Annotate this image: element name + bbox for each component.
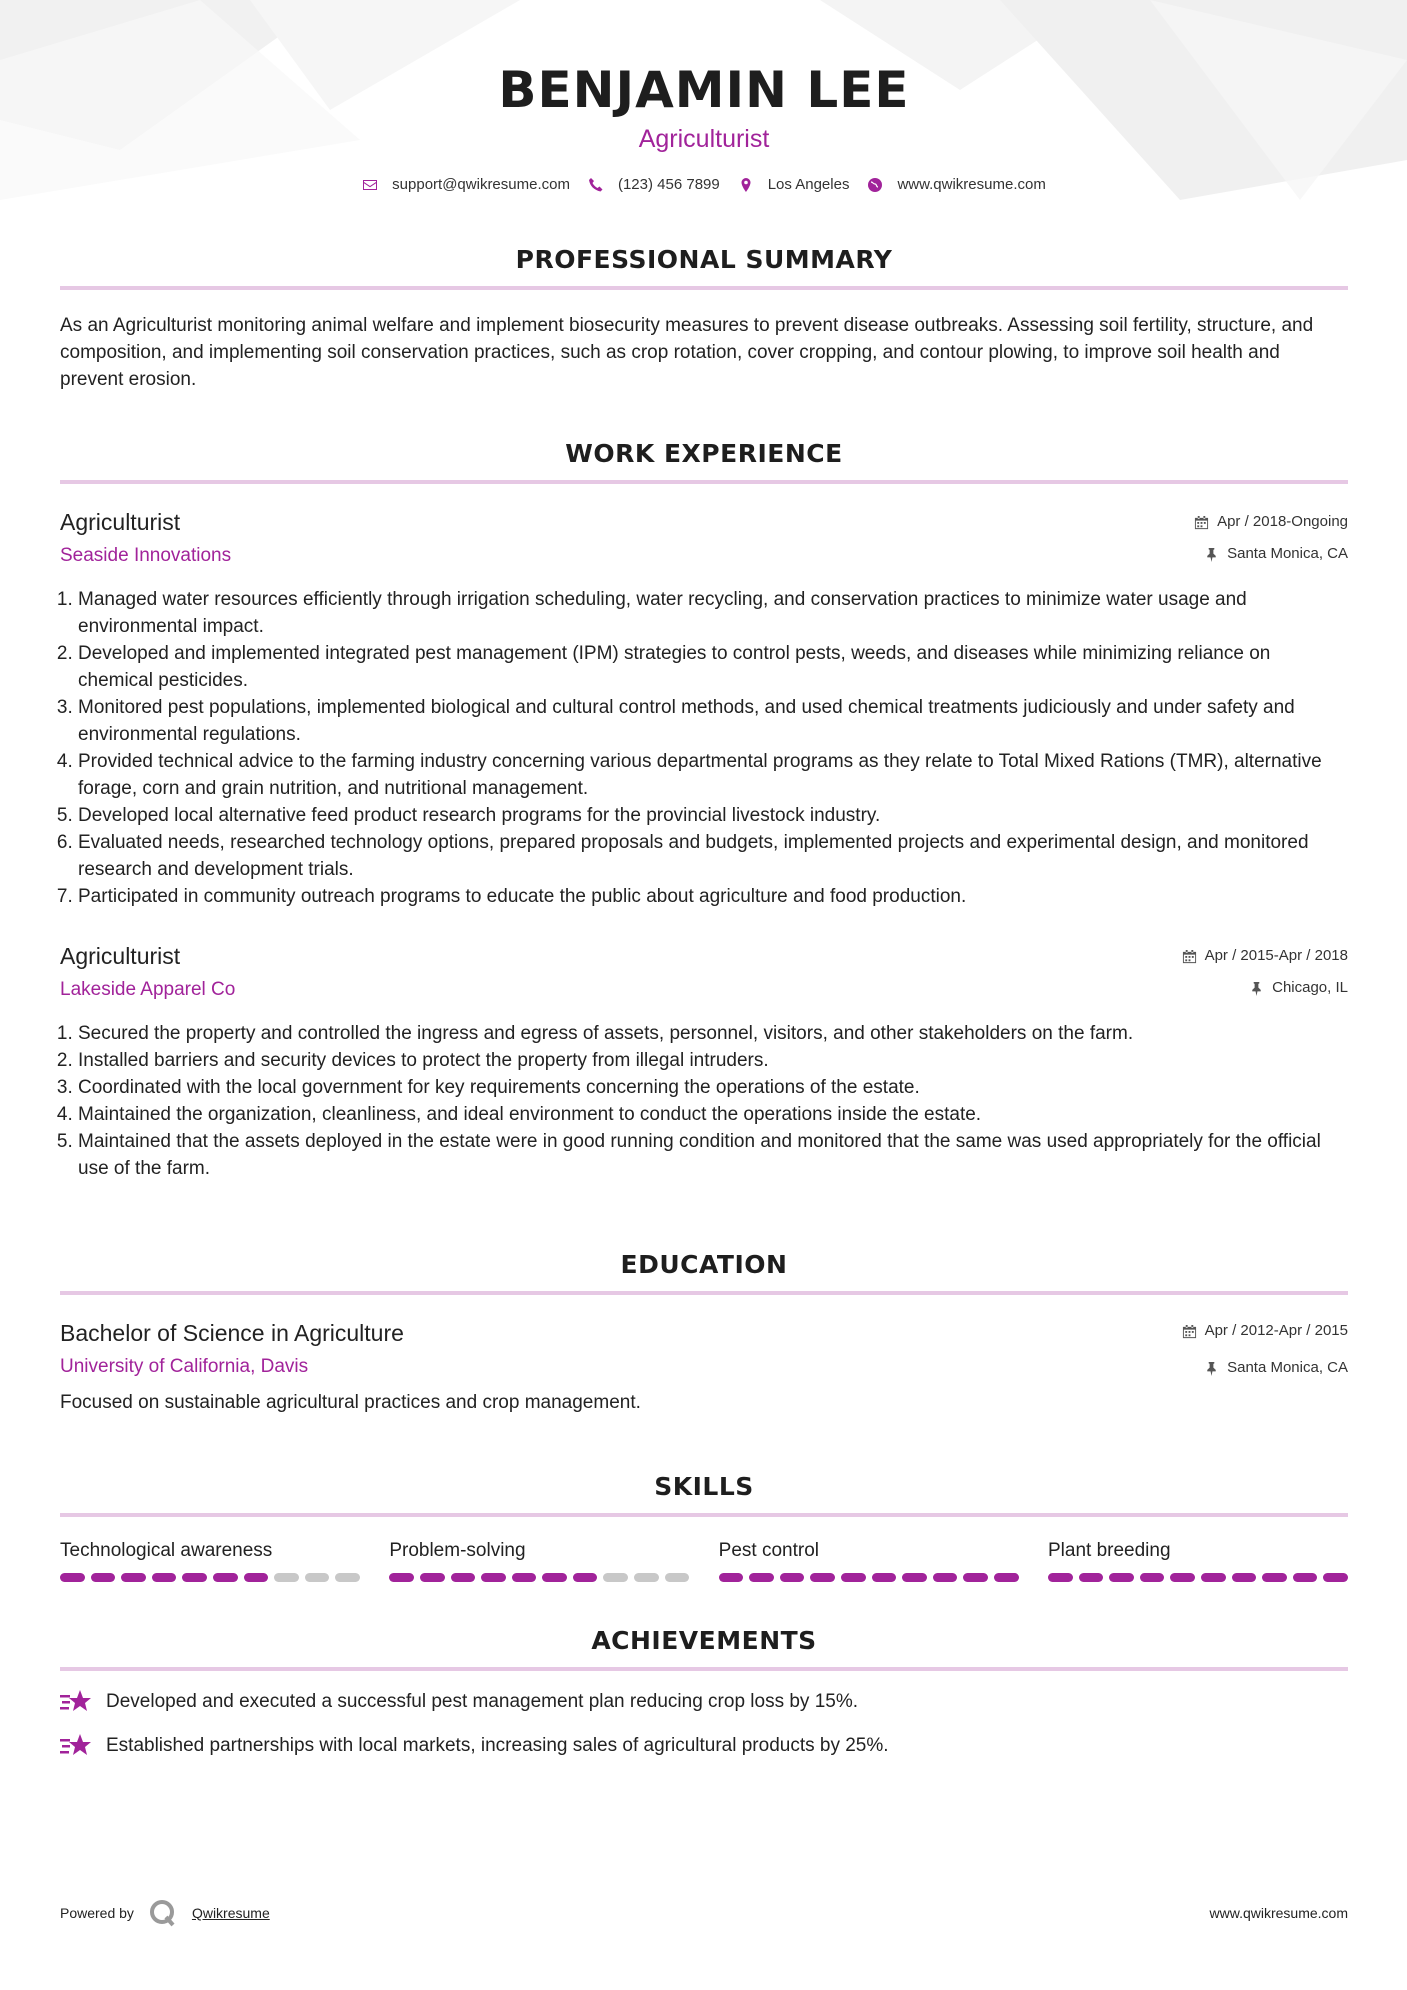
qwikresume-link[interactable]: Qwikresume — [191, 1905, 270, 1921]
education-entry — [60, 1319, 1348, 1416]
star-icon — [60, 1689, 92, 1715]
skill-dot-filled — [481, 1573, 506, 1582]
skill-dot-filled — [1079, 1573, 1104, 1582]
qwikresume-logo-icon — [148, 1898, 178, 1928]
skill-item — [1048, 1539, 1348, 1582]
duty-list — [60, 1020, 1348, 1182]
skill-dot-filled — [573, 1573, 598, 1582]
job-location: Chicago, IL — [1272, 979, 1348, 996]
skill-dot-filled — [542, 1573, 567, 1582]
job-title: Agriculturist — [60, 509, 181, 535]
skill-dot-filled — [512, 1573, 537, 1582]
phone-icon — [588, 177, 604, 193]
skill-item — [719, 1539, 1019, 1582]
contact-location-text: Los Angeles — [767, 176, 850, 193]
section-divider — [60, 480, 1348, 484]
map-pin-icon — [738, 177, 754, 193]
education-description: Focused on sustainable agricultural practices and crop management. — [60, 1392, 641, 1413]
calendar-icon — [1182, 1324, 1197, 1339]
skill-dot-filled — [60, 1573, 85, 1582]
calendar-icon — [1194, 515, 1209, 530]
list-item: 4. Maintained the organization, cleanliness, and ideal environment to conduct the operations inside the estate. — [78, 1101, 1348, 1128]
skill-dot-empty — [665, 1573, 690, 1582]
candidate-role: Agriculturist — [638, 125, 770, 153]
pushpin-icon — [1204, 1361, 1219, 1376]
skills-grid — [60, 1539, 1348, 1582]
job-company: Lakeside Apparel Co — [60, 979, 236, 1000]
list-item: 2. Installed barriers and security devices to protect the property from illegal intruders. — [78, 1047, 1348, 1074]
contact-location — [738, 176, 850, 193]
achievement-item — [60, 1732, 1348, 1759]
job-location: Santa Monica, CA — [1227, 545, 1348, 562]
education-heading: EDUCATION — [620, 1250, 788, 1279]
job-title: Agriculturist — [60, 943, 181, 969]
skill-item — [389, 1539, 689, 1582]
list-item: 5. Maintained that the assets deployed in the estate were in good running condition and monitored that the same was used appropriately for the official use of the farm. — [78, 1128, 1348, 1182]
list-item: 2. Developed and implemented integrated pest management (IPM) strategies to control pests, weeds, and diseases while minimizing reliance on chemical pesticides. — [78, 640, 1348, 694]
summary-heading: PROFESSIONAL SUMMARY — [515, 245, 893, 274]
experience-section — [60, 439, 1348, 1182]
skill-dot-filled — [121, 1573, 146, 1582]
job-dates: Apr / 2015-Apr / 2018 — [1204, 947, 1348, 964]
section-divider — [60, 1667, 1348, 1671]
skill-dot-empty — [305, 1573, 330, 1582]
skill-dot-filled — [963, 1573, 988, 1582]
summary-section — [60, 245, 1348, 393]
envelope-icon — [362, 177, 378, 193]
skill-dot-filled — [244, 1573, 269, 1582]
list-item: 3. Monitored pest populations, implemented biological and cultural control methods, and used chemical treatments judiciously and under safety and environmental regulations. — [78, 694, 1348, 748]
achievement-text: Established partnerships with local markets, increasing sales of agricultural products by 25%. — [106, 1735, 889, 1756]
calendar-icon — [1182, 949, 1197, 964]
skill-dot-filled — [420, 1573, 445, 1582]
star-icon — [60, 1733, 92, 1759]
skill-dot-filled — [1293, 1573, 1318, 1582]
skill-item — [60, 1539, 360, 1582]
list-item: 3. Coordinated with the local government for key requirements concerning the operations of the estate. — [78, 1074, 1348, 1101]
resume-header — [60, 0, 1348, 193]
contact-phone-text: (123) 456 7899 — [617, 176, 720, 193]
pushpin-icon — [1249, 981, 1264, 996]
skill-dot-filled — [1323, 1573, 1348, 1582]
skill-dot-filled — [810, 1573, 835, 1582]
skill-dot-filled — [749, 1573, 774, 1582]
achievement-item — [60, 1688, 1348, 1715]
contact-phone[interactable] — [588, 176, 720, 193]
skill-level — [60, 1573, 360, 1582]
list-item: 1. Secured the property and controlled the ingress and egress of assets, personnel, visitors, and other stakeholders on the farm. — [78, 1020, 1348, 1047]
summary-text: As an Agriculturist monitoring animal welfare and implement biosecurity measures to prevent disease outbreaks. Assessing soil fertility, structure, and composition, and implementing soil conservation practices, such as crop rotation, cover cropping, and contour plowing, to improve soil health and prevent erosion. — [60, 315, 1314, 390]
skill-name: Problem-solving — [389, 1540, 526, 1561]
skill-dot-filled — [389, 1573, 414, 1582]
powered-by-label: Powered by — [60, 1905, 134, 1921]
list-item: 1. Managed water resources efficiently through irrigation scheduling, water recycling, and conservation practices to minimize water usage and environmental impact. — [78, 586, 1348, 640]
contact-website-text: www.qwikresume.com — [897, 176, 1046, 193]
skill-dot-filled — [1048, 1573, 1073, 1582]
skill-dot-empty — [335, 1573, 360, 1582]
skill-name: Plant breeding — [1047, 1540, 1171, 1561]
skill-name: Technological awareness — [60, 1540, 273, 1561]
skill-dot-filled — [872, 1573, 897, 1582]
achievements-heading: ACHIEVEMENTS — [591, 1626, 817, 1655]
skill-dot-filled — [994, 1573, 1019, 1582]
duty-list — [60, 586, 1348, 910]
skill-dot-filled — [182, 1573, 207, 1582]
skill-dot-filled — [719, 1573, 744, 1582]
degree-title: Bachelor of Science in Agriculture — [60, 1320, 404, 1346]
job-dates: Apr / 2018-Ongoing — [1217, 513, 1348, 530]
achievement-text: Developed and executed a successful pest management plan reducing crop loss by 15%. — [106, 1691, 859, 1712]
education-location: Santa Monica, CA — [1227, 1359, 1348, 1376]
contact-email[interactable] — [362, 176, 570, 193]
candidate-name: BENJAMIN LEE — [498, 61, 910, 119]
skill-dot-filled — [902, 1573, 927, 1582]
skill-dot-empty — [634, 1573, 659, 1582]
skill-dot-filled — [91, 1573, 116, 1582]
skill-dot-filled — [933, 1573, 958, 1582]
list-item: 4. Provided technical advice to the farming industry concerning various departmental programs as they relate to Total Mixed Rations (TMR), alternative forage, corn and grain nutrition, and nutritional management. — [78, 748, 1348, 802]
skill-dot-filled — [213, 1573, 238, 1582]
education-dates: Apr / 2012-Apr / 2015 — [1204, 1322, 1348, 1339]
skill-dot-empty — [603, 1573, 628, 1582]
achievements-section — [60, 1626, 1348, 1759]
job-company: Seaside Innovations — [60, 545, 232, 566]
skill-level — [389, 1573, 689, 1582]
list-item: 6. Evaluated needs, researched technology options, prepared proposals and budgets, implemented projects and experimental design, and monitored research and development trials. — [78, 829, 1348, 883]
footer-website[interactable]: www.qwikresume.com — [1209, 1905, 1348, 1921]
contact-bar — [60, 176, 1348, 193]
section-divider — [60, 1291, 1348, 1295]
page-footer — [60, 1898, 1348, 1928]
contact-website[interactable] — [867, 176, 1045, 193]
job-entry — [60, 508, 1348, 910]
skill-dot-filled — [780, 1573, 805, 1582]
education-section — [60, 1250, 1348, 1416]
skill-dot-filled — [1170, 1573, 1195, 1582]
globe-icon — [867, 177, 883, 193]
skills-section — [60, 1472, 1348, 1582]
skill-level — [1048, 1573, 1348, 1582]
section-divider — [60, 1513, 1348, 1517]
skill-dot-filled — [1262, 1573, 1287, 1582]
skill-name: Pest control — [718, 1540, 819, 1561]
skill-dot-filled — [451, 1573, 476, 1582]
section-divider — [60, 286, 1348, 290]
experience-heading: WORK EXPERIENCE — [565, 439, 843, 468]
resume-page — [60, 0, 1348, 1759]
skill-dot-filled — [1140, 1573, 1165, 1582]
skill-dot-filled — [1109, 1573, 1134, 1582]
skill-dot-filled — [1232, 1573, 1257, 1582]
skill-level — [719, 1573, 1019, 1582]
contact-email-text: support@qwikresume.com — [392, 176, 570, 193]
skill-dot-filled — [841, 1573, 866, 1582]
list-item: 5. Developed local alternative feed product research programs for the provincial livestock industry. — [78, 802, 1348, 829]
skill-dot-filled — [152, 1573, 177, 1582]
list-item: 7. Participated in community outreach programs to educate the public about agriculture and food production. — [78, 883, 1348, 910]
job-entry — [60, 942, 1348, 1182]
skill-dot-filled — [1201, 1573, 1226, 1582]
school-name: University of California, Davis — [60, 1356, 309, 1377]
skills-heading: SKILLS — [654, 1472, 754, 1501]
pushpin-icon — [1204, 547, 1219, 562]
skill-dot-empty — [274, 1573, 299, 1582]
